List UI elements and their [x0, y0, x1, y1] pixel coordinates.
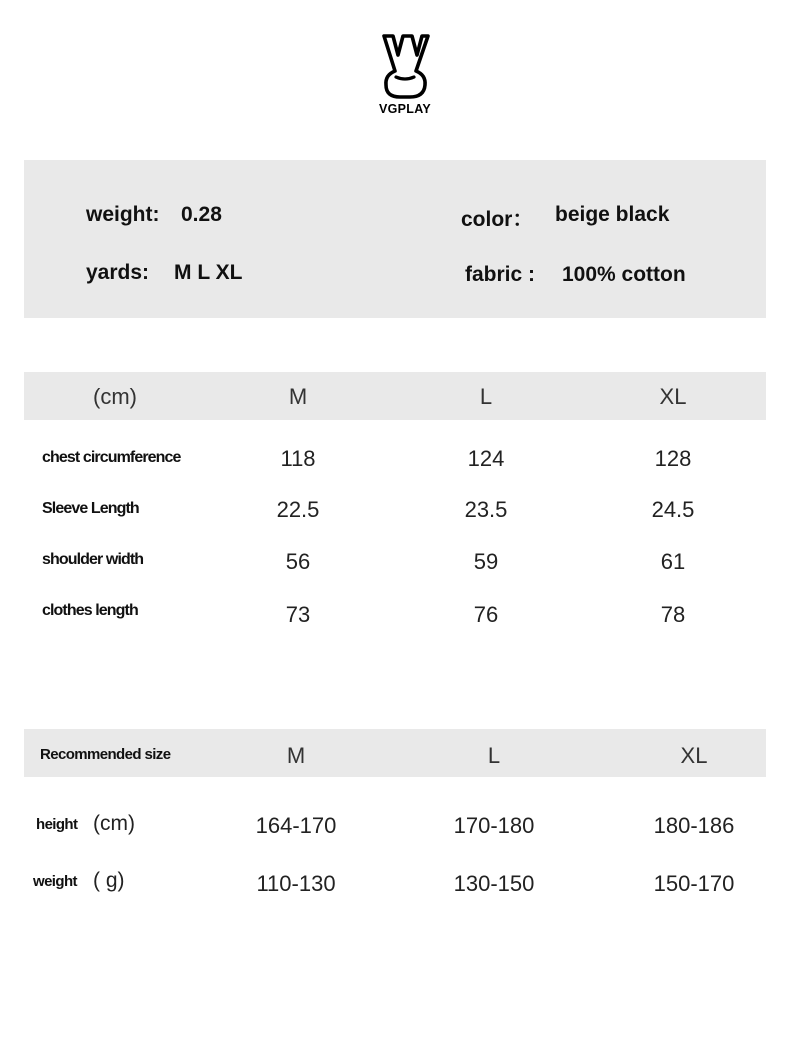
weight-label: weight:: [86, 203, 160, 226]
recommended-row-label: weight: [33, 873, 77, 890]
recommended-size-title: Recommended size: [40, 746, 171, 763]
size-row-value: 118: [280, 446, 316, 471]
recommended-row-unit: (cm): [93, 812, 135, 835]
size-row-label: shoulder width: [42, 551, 144, 568]
fabric-label: fabric :: [465, 263, 536, 286]
size-chart-col-m: M: [288, 384, 308, 409]
size-row-label: clothes length: [42, 602, 138, 619]
size-row-value: 73: [285, 602, 311, 627]
size-row-value: 61: [660, 549, 686, 574]
size-row-value: 59: [473, 549, 499, 574]
size-row-value: 23.5: [464, 497, 508, 522]
size-row-value: 22.5: [276, 497, 320, 522]
size-chart-unit-header: (cm): [93, 384, 137, 409]
size-row-value: 76: [473, 602, 499, 627]
recommended-row-unit: ( g): [93, 869, 125, 892]
brand-logo: [370, 33, 440, 117]
size-row-value: 124: [467, 446, 505, 471]
v-peace-hand-logo-icon: [380, 33, 430, 99]
brand-name: VGPLAY: [378, 102, 432, 116]
size-row-value: 56: [285, 549, 311, 574]
size-chart-col-l: L: [479, 384, 493, 409]
recommended-row-value: 150-170: [653, 871, 735, 896]
recommended-row-value: 130-150: [453, 871, 535, 896]
recommended-col-l: L: [487, 743, 501, 768]
color-label: color：: [461, 208, 534, 231]
size-chart-col-xl: XL: [659, 384, 687, 409]
yards-label: yards:: [86, 261, 150, 284]
color-value: beige black: [555, 203, 670, 226]
size-row-value: 128: [654, 446, 692, 471]
product-info-panel: [24, 160, 766, 318]
recommended-col-m: M: [286, 743, 306, 768]
fabric-value: 100% cotton: [562, 263, 686, 286]
recommended-row-value: 110-130: [256, 871, 336, 896]
yards-value: M L XL: [174, 261, 243, 284]
recommended-col-xl: XL: [680, 743, 708, 768]
size-row-value: 24.5: [651, 497, 695, 522]
weight-value: 0.28: [181, 203, 222, 226]
size-row-label: Sleeve Length: [42, 500, 139, 517]
size-row-value: 78: [660, 602, 686, 627]
recommended-row-label: height: [36, 816, 78, 833]
recommended-row-value: 180-186: [653, 813, 735, 838]
recommended-row-value: 170-180: [453, 813, 535, 838]
size-row-label: chest circumference: [42, 449, 181, 466]
recommended-row-value: 164-170: [255, 813, 337, 838]
